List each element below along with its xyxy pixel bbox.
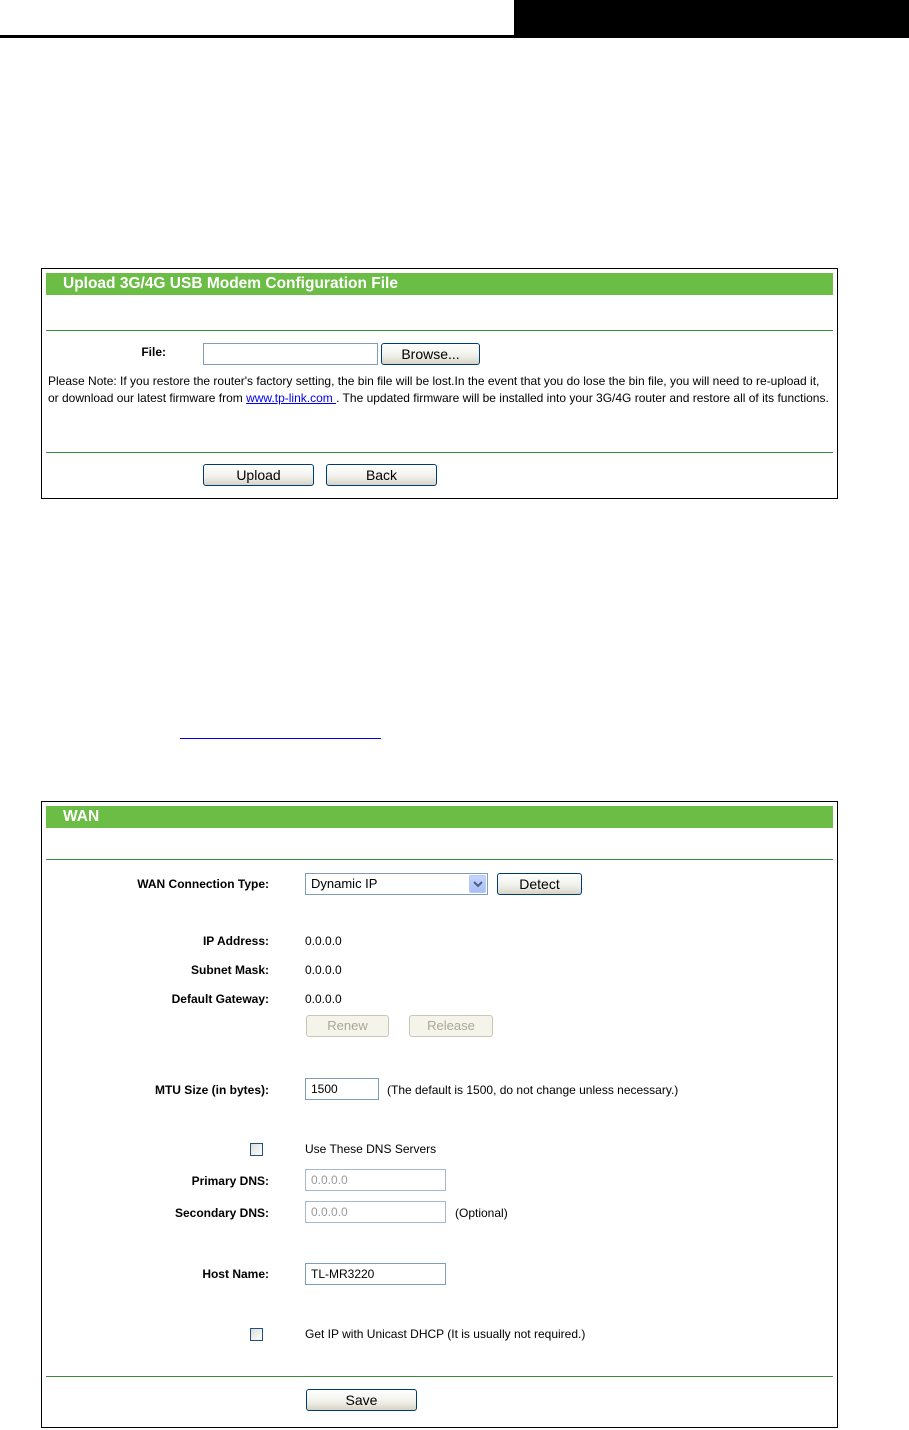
upload-panel-title: Upload 3G/4G USB Modem Configuration File	[46, 273, 833, 295]
upload-button[interactable]: Upload	[203, 464, 314, 486]
wan-connection-type-value: Dynamic IP	[311, 876, 378, 891]
divider	[46, 1376, 833, 1377]
wan-panel	[41, 801, 838, 1428]
note-prefix: Please Note: If you restore the router's factory setting, the bin file will be lost.In the event that you do lose the bin file, you will need to re-upload it, or download our latest firmware from	[48, 374, 820, 405]
ip-address-label: IP Address:	[202, 934, 269, 948]
document-link-underline[interactable]	[180, 738, 381, 739]
tp-link-link[interactable]: www.tp-link.com	[246, 391, 337, 405]
divider	[46, 452, 833, 453]
divider	[46, 859, 833, 860]
mtu-size-input[interactable]: 1500	[305, 1078, 379, 1100]
unicast-dhcp-checkbox[interactable]	[250, 1328, 263, 1341]
host-name-label: Host Name:	[202, 1267, 269, 1281]
divider	[46, 330, 833, 331]
default-gateway-value: 0.0.0.0	[305, 992, 342, 1006]
file-path-input[interactable]	[203, 343, 378, 365]
please-note-text	[48, 373, 832, 407]
mtu-size-label: MTU Size (in bytes):	[154, 1083, 269, 1097]
page-header-block	[514, 0, 909, 38]
chevron-down-icon[interactable]	[469, 875, 486, 893]
primary-dns-label: Primary DNS:	[191, 1174, 269, 1188]
subnet-mask-value: 0.0.0.0	[305, 963, 342, 977]
note-suffix: . The updated firmware will be installed into your 3G/4G router and restore all of its functions.	[336, 391, 829, 405]
ip-address-value: 0.0.0.0	[305, 934, 342, 948]
renew-button[interactable]: Renew	[306, 1015, 389, 1037]
browse-button[interactable]: Browse...	[381, 343, 480, 365]
file-label: File:	[141, 345, 166, 359]
detect-button[interactable]: Detect	[497, 873, 582, 895]
default-gateway-label: Default Gateway:	[171, 992, 269, 1006]
back-button[interactable]: Back	[326, 464, 437, 486]
optional-hint: (Optional)	[455, 1206, 508, 1220]
wan-panel-title: WAN	[46, 806, 833, 828]
use-dns-checkbox[interactable]	[250, 1143, 263, 1156]
use-dns-label: Use These DNS Servers	[305, 1142, 437, 1156]
unicast-dhcp-label: Get IP with Unicast DHCP (It is usually not required.)	[305, 1327, 586, 1341]
wan-connection-type-label: WAN Connection Type:	[137, 877, 269, 891]
mtu-hint: (The default is 1500, do not change unless necessary.)	[387, 1083, 679, 1097]
wan-connection-type-select[interactable]	[305, 873, 488, 895]
secondary-dns-label: Secondary DNS:	[174, 1206, 269, 1220]
save-button[interactable]: Save	[306, 1389, 417, 1411]
release-button[interactable]: Release	[409, 1015, 493, 1037]
primary-dns-input[interactable]: 0.0.0.0	[305, 1169, 446, 1191]
upload-config-panel	[41, 268, 838, 499]
secondary-dns-input[interactable]: 0.0.0.0	[305, 1201, 446, 1223]
subnet-mask-label: Subnet Mask:	[190, 963, 269, 977]
host-name-input[interactable]: TL-MR3220	[305, 1263, 446, 1285]
